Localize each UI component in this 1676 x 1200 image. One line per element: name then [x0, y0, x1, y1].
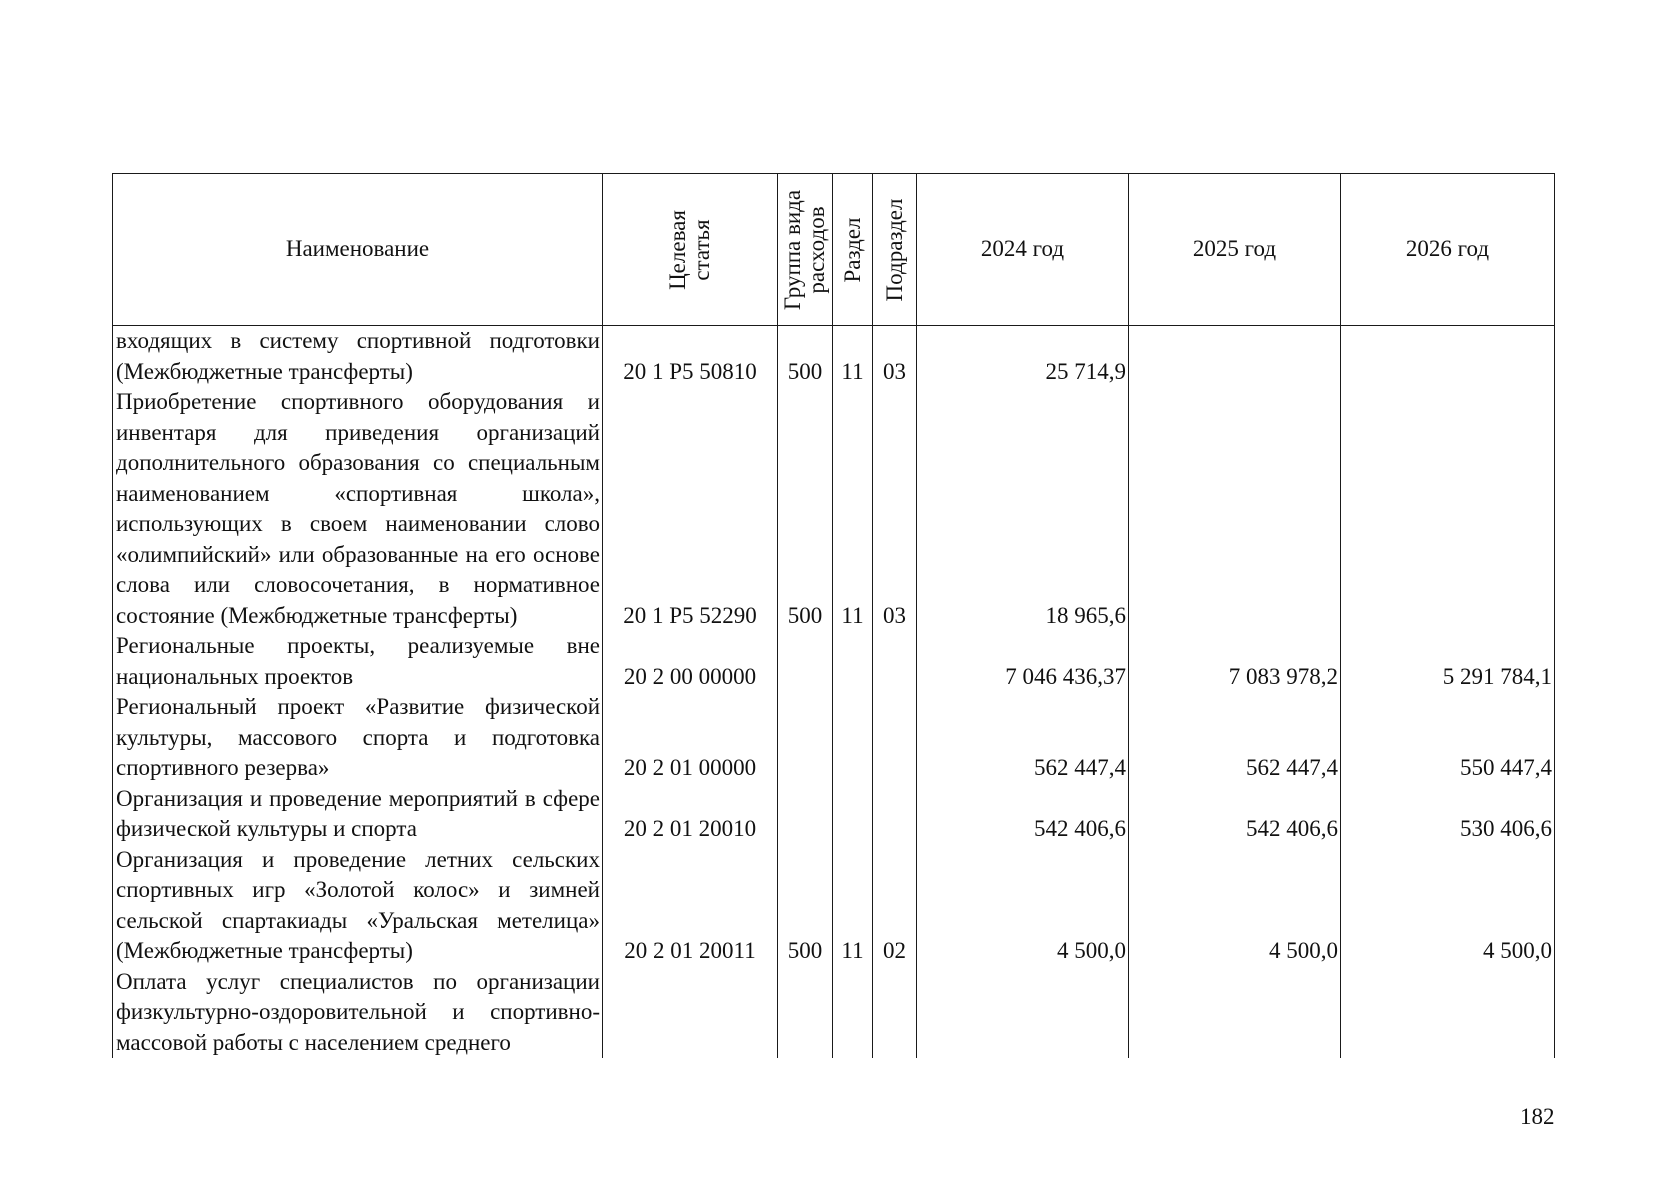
row-2025: 562 447,4 [1129, 692, 1341, 784]
row-group [778, 784, 833, 845]
row-section [833, 967, 873, 1059]
row-2024: 25 714,9 [917, 326, 1129, 388]
row-name: Региональный проект «Развитие физической культуры, массового спорта и подготовка спортивного резерва» [113, 692, 603, 784]
header-target-article: Целевая статья [603, 174, 778, 326]
header-2025: 2025 год [1129, 174, 1341, 326]
row-2025 [1129, 967, 1341, 1059]
row-group: 500 [778, 845, 833, 967]
row-section [833, 692, 873, 784]
row-section: 11 [833, 387, 873, 631]
row-2025: 4 500,0 [1129, 845, 1341, 967]
row-code [603, 967, 778, 1059]
row-section [833, 784, 873, 845]
row-name: Оплата услуг специалистов по организации физкультурно-оздоровительной и спортивно-массовой работы с населением среднего [113, 967, 603, 1059]
row-group [778, 631, 833, 692]
budget-table [112, 173, 1555, 1058]
row-subsection [873, 631, 917, 692]
row-2026: 530 406,6 [1341, 784, 1555, 845]
row-code: 20 1 Р5 50810 [603, 326, 778, 388]
row-2026 [1341, 387, 1555, 631]
row-2025: 7 083 978,2 [1129, 631, 1341, 692]
row-group: 500 [778, 326, 833, 388]
row-2025: 542 406,6 [1129, 784, 1341, 845]
header-subsection: Подраздел [873, 174, 917, 326]
table-row [113, 967, 1555, 1059]
row-2026: 4 500,0 [1341, 845, 1555, 967]
row-code: 20 2 01 00000 [603, 692, 778, 784]
row-2024: 542 406,6 [917, 784, 1129, 845]
table-header [113, 174, 1555, 326]
header-2026: 2026 год [1341, 174, 1555, 326]
table-row [113, 784, 1555, 845]
row-name: Организация и проведение мероприятий в сфере физической культуры и спорта [113, 784, 603, 845]
row-group [778, 967, 833, 1059]
row-2024 [917, 967, 1129, 1059]
header-expense-group: Группа вида расходов [778, 174, 833, 326]
row-2024: 4 500,0 [917, 845, 1129, 967]
row-code: 20 2 00 00000 [603, 631, 778, 692]
row-2026: 550 447,4 [1341, 692, 1555, 784]
row-section: 11 [833, 326, 873, 388]
table-row [113, 631, 1555, 692]
header-section: Раздел [833, 174, 873, 326]
row-2024: 562 447,4 [917, 692, 1129, 784]
row-subsection [873, 692, 917, 784]
table-row [113, 692, 1555, 784]
row-2025 [1129, 387, 1341, 631]
table-row [113, 326, 1555, 388]
row-subsection [873, 967, 917, 1059]
row-code: 20 2 01 20010 [603, 784, 778, 845]
table-body [113, 326, 1555, 1059]
row-2026 [1341, 967, 1555, 1059]
row-2025 [1129, 326, 1341, 388]
row-section: 11 [833, 845, 873, 967]
row-2024: 18 965,6 [917, 387, 1129, 631]
row-code: 20 2 01 20011 [603, 845, 778, 967]
row-section [833, 631, 873, 692]
page-number: 182 [1520, 1104, 1555, 1129]
row-subsection: 02 [873, 845, 917, 967]
row-name: входящих в систему спортивной подготовки (Межбюджетные трансферты) [113, 326, 603, 388]
row-name: Приобретение спортивного оборудования и инвентаря для приведения организаций дополнительного образования со специальным наименованием «спортивная школа», использующих в своем наименовании слово «олимпийский» или образованные на его основе слова или словосочетания, в нормативное состояние (Межбюджетные трансферты) [113, 387, 603, 631]
row-subsection: 03 [873, 326, 917, 388]
row-group: 500 [778, 387, 833, 631]
row-code: 20 1 Р5 52290 [603, 387, 778, 631]
row-name: Региональные проекты, реализуемые вне национальных проектов [113, 631, 603, 692]
row-2026: 5 291 784,1 [1341, 631, 1555, 692]
header-name: Наименование [113, 174, 603, 326]
row-2026 [1341, 326, 1555, 388]
row-group [778, 692, 833, 784]
table-row [113, 845, 1555, 967]
table-row [113, 387, 1555, 631]
row-2024: 7 046 436,37 [917, 631, 1129, 692]
row-subsection: 03 [873, 387, 917, 631]
row-name: Организация и проведение летних сельских спортивных игр «Золотой колос» и зимней сельской спартакиады «Уральская метелица» (Межбюджетные трансферты) [113, 845, 603, 967]
header-2024: 2024 год [917, 174, 1129, 326]
row-subsection [873, 784, 917, 845]
